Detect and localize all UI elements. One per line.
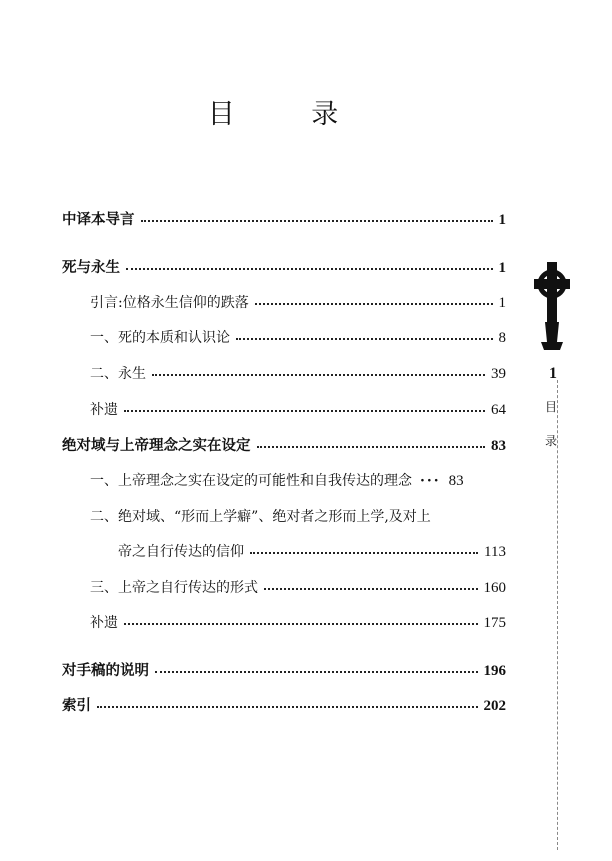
leader-dots bbox=[141, 220, 493, 222]
celtic-cross-icon bbox=[532, 262, 572, 352]
leader-dots bbox=[124, 623, 478, 625]
toc-entry-page: 39 bbox=[491, 366, 506, 382]
toc-entry[interactable] bbox=[62, 256, 506, 277]
toc-entry-label: 对手稿的说明 bbox=[62, 663, 149, 679]
toc-entry-page: 83 bbox=[448, 473, 464, 489]
toc-entry-page: 1 bbox=[498, 212, 506, 228]
toc-entry[interactable] bbox=[118, 541, 506, 561]
toc-entry-label: 一、死的本质和认识论 bbox=[90, 330, 230, 346]
leader-dots bbox=[255, 303, 493, 305]
toc-entry-label: 帝之自行传达的信仰 bbox=[118, 544, 244, 560]
toc-entry[interactable] bbox=[90, 363, 506, 383]
toc-entry[interactable] bbox=[62, 659, 506, 680]
toc-entry-label: 死与永生 bbox=[62, 260, 120, 276]
toc-entry-label: 补遗 bbox=[90, 615, 118, 631]
toc-entry-page: 175 bbox=[483, 615, 506, 631]
toc-entry[interactable] bbox=[62, 208, 506, 229]
toc-entry-page: 8 bbox=[498, 330, 506, 346]
toc-entry-label: 引言:位格永生信仰的跌落 bbox=[90, 295, 249, 311]
leader-dots bbox=[257, 446, 486, 448]
toc-entry-label: 绝对域与上帝理念之实在设定 bbox=[62, 438, 251, 454]
toc-entry-page: 113 bbox=[484, 544, 506, 560]
toc-entry-label: 中译本导言 bbox=[62, 212, 135, 228]
section-number: 1 bbox=[549, 365, 557, 382]
toc-entry-page: 196 bbox=[483, 663, 506, 679]
toc-entry-page: 83 bbox=[491, 438, 506, 454]
toc-entry-label: 一、上帝理念之实在设定的可能性和自我传达的理念 bbox=[90, 473, 412, 489]
toc-entry-page: 202 bbox=[483, 698, 506, 714]
leader-dots bbox=[264, 588, 478, 590]
toc-entry[interactable] bbox=[90, 327, 506, 347]
toc-entry[interactable] bbox=[62, 434, 506, 455]
toc-entry-label: 三、上帝之自行传达的形式 bbox=[90, 580, 258, 596]
toc-entry[interactable] bbox=[90, 577, 506, 597]
toc-entry-label: 索引 bbox=[62, 698, 91, 714]
leader-ellipsis: ··· bbox=[420, 473, 441, 489]
leader-dots bbox=[126, 268, 493, 270]
toc-entry-label: 补遗 bbox=[90, 402, 118, 418]
toc-entry-line[interactable] bbox=[90, 506, 431, 526]
margin-rule bbox=[557, 380, 558, 850]
toc-entry-page: 160 bbox=[483, 580, 506, 596]
leader-dots bbox=[152, 374, 485, 376]
toc-entry[interactable] bbox=[90, 612, 506, 632]
toc-entry[interactable] bbox=[62, 694, 506, 715]
toc-entry[interactable] bbox=[90, 399, 506, 419]
toc-entry-label: 二、永生 bbox=[90, 366, 146, 382]
toc-entry[interactable] bbox=[90, 470, 506, 490]
side-char-1: 目 bbox=[545, 400, 558, 414]
page-title: 目 录 bbox=[207, 99, 373, 130]
leader-dots bbox=[124, 410, 485, 412]
side-char-2: 录 bbox=[545, 434, 558, 448]
leader-dots bbox=[155, 671, 478, 673]
toc-entry-page: 64 bbox=[491, 402, 506, 418]
leader-dots bbox=[236, 338, 493, 340]
leader-dots bbox=[97, 706, 478, 708]
leader-dots bbox=[250, 552, 478, 554]
toc-entry-page: 1 bbox=[498, 260, 506, 276]
toc-entry-page: 1 bbox=[498, 295, 506, 311]
toc-entry-label: 二、绝对域、“形而上学癖”、绝对者之形而上学,及对上 bbox=[90, 509, 431, 525]
toc-entry[interactable] bbox=[90, 292, 506, 312]
